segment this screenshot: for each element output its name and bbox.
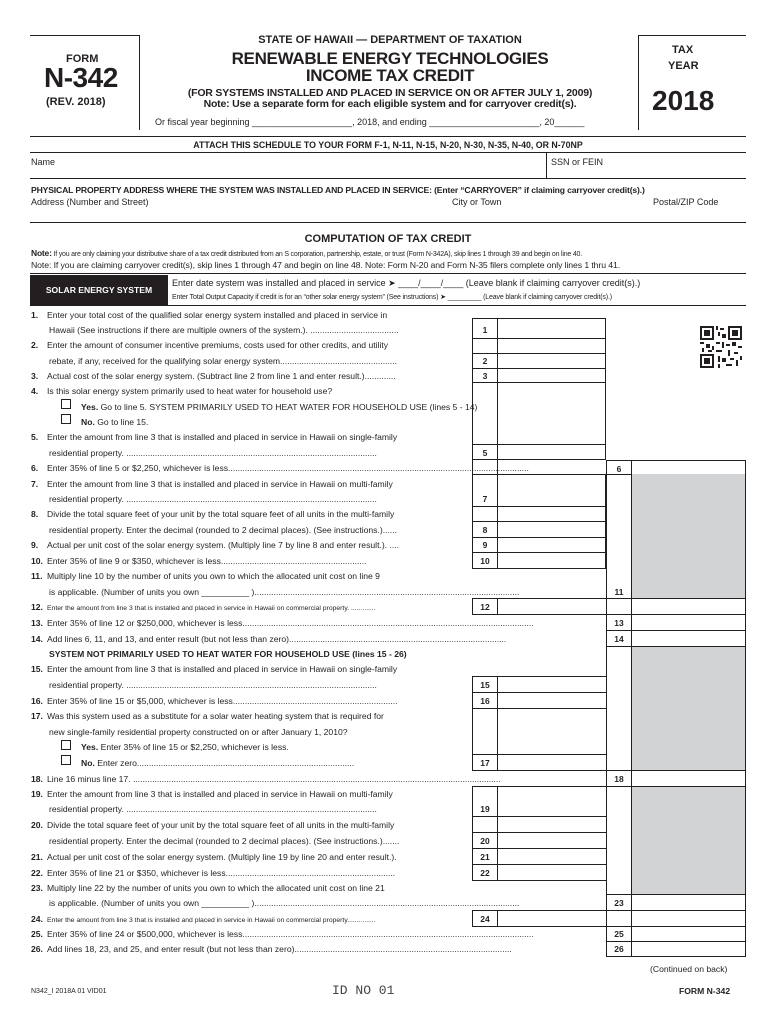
line-12-input[interactable]	[498, 599, 605, 614]
line-1	[31, 310, 387, 320]
note-2: Note: If you are claiming carryover credit(s), skip lines 1 through 47 and begin on line 48. Note: Form N-20 and Form N-35 filers complete only lines 1 thru 41.	[31, 260, 621, 270]
year-label: YEAR	[668, 60, 699, 72]
box-number: 6	[616, 464, 622, 474]
line-text: Actual cost of the solar energy system. (Subtract line 2 from line 1 and enter result.).............	[47, 371, 396, 381]
line-7-input[interactable]	[498, 491, 605, 506]
line-text: Enter your total cost of the qualified solar energy system installed and placed in service in	[47, 310, 388, 320]
qr-code-icon	[700, 326, 742, 368]
line-5-cont: residential property. .........................................................................................................	[49, 448, 377, 458]
yes-label: Yes.	[81, 742, 99, 752]
computation-title: COMPUTATION OF TAX CREDIT	[304, 233, 472, 245]
line-15-cont: residential property. .........................................................................................................	[49, 680, 377, 690]
line-18	[31, 774, 501, 784]
line-text: Multiply line 22 by the number of units you own to which the allocated unit cost on line 21	[47, 883, 385, 893]
line-number: 25.	[31, 929, 43, 939]
line-number: 15.	[31, 664, 43, 674]
line-21-input[interactable]	[498, 849, 605, 864]
line-text: Is this solar energy system primarily used to heat water for household use?	[47, 386, 333, 396]
line-number: 10.	[31, 556, 43, 566]
line-20-cont: residential property. Enter the decimal (rounded to 2 decimal places). (See instructions.).......	[49, 836, 400, 846]
line-number: 3.	[31, 371, 39, 381]
box-number: 5	[482, 448, 488, 458]
line-17-input[interactable]	[498, 755, 605, 770]
line-text: Enter the amount from line 3 that is installed and placed in service in Hawaii on single-family	[47, 664, 398, 674]
line-19-cont: residential property. .........................................................................................................	[49, 804, 377, 814]
line-23-input[interactable]	[632, 895, 745, 910]
box-number: 10	[480, 556, 490, 566]
line-text: Enter 35% of line 5 or $2,250, whichever is less..............................................................................................................................	[47, 463, 529, 473]
line-number: 22.	[31, 868, 43, 878]
continued-note: (Continued on back)	[650, 964, 728, 974]
line-8	[31, 509, 394, 519]
note-1	[31, 248, 582, 258]
line-number: 23.	[31, 883, 43, 893]
line-3-input[interactable]	[498, 369, 605, 382]
line-1-input[interactable]	[498, 319, 605, 338]
line-number: 11.	[31, 571, 43, 581]
no-label: No.	[81, 417, 95, 427]
box-number: 22	[480, 868, 490, 878]
line-18-input[interactable]	[632, 771, 745, 786]
line-13	[31, 618, 534, 628]
line-number: 20.	[31, 820, 43, 830]
tax-label: TAX	[672, 44, 694, 56]
line-22-input[interactable]	[498, 865, 605, 880]
line-4-yes	[81, 402, 477, 412]
line-9	[31, 540, 399, 550]
line-text: Add lines 6, 11, and 13, and enter result (but not less than zero)...........................................................................................	[47, 634, 507, 644]
line-1-cont: Hawaii (See instructions if there are multiple owners of the system.). .....................................	[49, 325, 399, 335]
box-number: 12	[480, 602, 490, 612]
line-17-yes-text: Enter 35% of line 15 or $2,250, whichever is less.	[100, 742, 289, 752]
attach-instruction: ATTACH THIS SCHEDULE TO YOUR FORM F-1, N-11, N-15, N-20, N-30, N-35, N-40, OR N-70NP	[193, 140, 583, 150]
line-number: 5.	[31, 432, 39, 442]
line-24	[31, 914, 376, 926]
box-number: 16	[480, 696, 490, 706]
agency-name: STATE OF HAWAII — DEPARTMENT OF TAXATION	[258, 34, 522, 46]
line-19-input[interactable]	[498, 801, 605, 816]
line-number: 2.	[31, 340, 39, 350]
line-3	[31, 371, 396, 381]
line-22	[31, 868, 395, 878]
line-5	[31, 432, 397, 442]
box-number: 14	[614, 634, 624, 644]
box-number: 2	[482, 356, 488, 366]
line-text: Enter 35% of line 9 or $350, whichever is less.............................................................	[47, 556, 367, 566]
note-1-text: If you are only claiming your distributive share of a tax credit distributed from an S corporation, partnership, estate, or trust (Form N-342A), skip lines 1 through 39 and begin on line 40.	[53, 251, 582, 258]
note-1-label: Note:	[31, 248, 52, 258]
line-15-input[interactable]	[498, 677, 605, 692]
box-number: 17	[480, 758, 490, 768]
line-text: Actual per unit cost of the solar energy system. (Multiply line 19 by line 20 and enter result.).	[47, 852, 397, 862]
form-subtitle-2: Note: Use a separate form for each eligible system and for carryover credit(s).	[203, 98, 577, 110]
line-17-no-text: Enter zero...........................................................................................	[97, 758, 355, 768]
box-number: 1	[482, 325, 488, 335]
line-number: 19.	[31, 789, 43, 799]
line-number: 16.	[31, 696, 43, 706]
line-text: Multiply line 10 by the number of units you own to which the allocated unit cost on line 9	[47, 571, 380, 581]
line-number: 7.	[31, 479, 39, 489]
fiscal-year-line[interactable]: Or fiscal year beginning ____________________, 2018, and ending ______________________, 20______	[155, 117, 585, 127]
line-4-no	[81, 417, 148, 427]
line-6	[31, 463, 529, 473]
line-21	[31, 852, 397, 862]
line-17	[31, 711, 384, 721]
form-subtitle-1: (FOR SYSTEMS INSTALLED AND PLACED IN SERVICE ON OR AFTER JULY 1, 2009)	[187, 87, 593, 99]
line-10	[31, 556, 367, 566]
line-text: Was this system used as a substitute for a solar water heating system that is required for	[47, 711, 384, 721]
line-text: Enter the amount from line 3 that is installed and placed in service in Hawaii on commercial property. .............	[47, 605, 376, 612]
box-number: 13	[614, 618, 624, 628]
line-20	[31, 820, 394, 830]
box-number: 25	[614, 929, 624, 939]
line-16	[31, 696, 398, 706]
line-text: Divide the total square feet of your unit by the total square feet of all units in the multi-family	[47, 820, 395, 830]
box-number: 7	[482, 494, 488, 504]
line-number: 21.	[31, 852, 43, 862]
line-10-input[interactable]	[498, 553, 605, 568]
form-revision: (REV. 2018)	[46, 96, 106, 108]
line-7	[31, 479, 393, 489]
name-label: Name	[31, 157, 56, 167]
line-number: 18.	[31, 774, 43, 784]
line-26-input[interactable]	[632, 942, 745, 956]
id-number: ID NO 01	[332, 983, 395, 998]
line-number: 8.	[31, 509, 39, 519]
line-number: 4.	[31, 386, 39, 396]
line-4-no-text: Go to line 15.	[97, 417, 149, 427]
line-11-input[interactable]	[632, 583, 745, 598]
date-installed-line[interactable]: Enter date system was installed and placed in service ➤ ____/____/____ (Leave blank if claiming carryover credit(s).)	[172, 278, 641, 288]
no-label: No.	[81, 758, 95, 768]
line-text: Enter 35% of line 21 or $350, whichever is less.......................................................................	[47, 868, 396, 878]
line-19	[31, 789, 393, 799]
line-23-cont: is applicable. (Number of units you own __________ )...............................................................................................................	[49, 898, 520, 908]
form-number: N-342	[44, 62, 118, 93]
line-25-input[interactable]	[632, 927, 745, 941]
box-number: 18	[614, 774, 624, 784]
form-label: FORM	[66, 53, 99, 65]
ssn-label: SSN or FEIN	[551, 157, 604, 167]
address-field[interactable]	[30, 195, 746, 209]
box-number: 21	[480, 852, 490, 862]
line-14	[31, 634, 506, 644]
line-26	[31, 944, 512, 954]
property-heading: PHYSICAL PROPERTY ADDRESS WHERE THE SYSTEM WAS INSTALLED AND PLACED IN SERVICE: (Enter “CARRYOVER” if claiming carryover credit(s).)	[31, 185, 645, 195]
line-4	[31, 386, 332, 396]
line-4-no-checkbox[interactable]	[61, 414, 71, 424]
address-label: Address (Number and Street)	[31, 197, 149, 207]
line-11	[31, 571, 380, 581]
line-text: Enter the amount from line 3 that is installed and placed in service in Hawaii on multi-family	[47, 789, 393, 799]
box-number: 9	[482, 540, 488, 550]
line-17-no	[81, 758, 354, 768]
ssn-field[interactable]	[547, 153, 745, 177]
line-15	[31, 664, 397, 674]
line-2	[31, 340, 388, 350]
line-12	[31, 602, 376, 614]
line-text: Enter 35% of line 12 or $250,000, whichever is less..........................................................................................................................	[47, 618, 534, 628]
box-number: 19	[480, 804, 490, 814]
form-title-1: RENEWABLE ENERGY TECHNOLOGIES	[231, 49, 549, 68]
form-title-2: INCOME TAX CREDIT	[305, 66, 475, 85]
line-number: 14.	[31, 634, 43, 644]
line-number: 9.	[31, 540, 39, 550]
box-number: 23	[614, 898, 624, 908]
line-16-input[interactable]	[498, 693, 605, 708]
line-text: Enter 35% of line 15 or $5,000, whichever is less.....................................................................	[47, 696, 398, 706]
line-text: Divide the total square feet of your unit by the total square feet of all units in the multi-family	[47, 509, 395, 519]
solar-energy-system-badge: SOLAR ENERGY SYSTEM	[30, 275, 168, 305]
line-5-input[interactable]	[498, 445, 605, 459]
box-number: 11	[614, 587, 624, 597]
postal-label: Postal/ZIP Code	[653, 197, 719, 207]
box-number: 8	[482, 525, 488, 535]
line-23	[31, 883, 385, 893]
line-number: 26.	[31, 944, 43, 954]
line-text: Enter the amount from line 3 that is installed and placed in service in Hawaii on commercial property...............	[47, 917, 376, 924]
section-2-heading: SYSTEM NOT PRIMARILY USED TO HEAT WATER FOR HOUSEHOLD USE (lines 15 - 26)	[49, 649, 407, 659]
line-number: 13.	[31, 618, 43, 628]
box-number: 24	[480, 914, 490, 924]
line-20-input[interactable]	[498, 833, 605, 848]
line-text: Enter the amount of consumer incentive premiums, costs used for other credits, and utility	[47, 340, 389, 350]
line-7-cont: residential property. .........................................................................................................	[49, 494, 377, 504]
line-4-yes-checkbox[interactable]	[61, 399, 71, 409]
line-6-input[interactable]	[632, 461, 745, 474]
line-17-no-checkbox[interactable]	[61, 755, 71, 765]
box-number: 26	[614, 944, 624, 954]
city-label: City or Town	[452, 197, 502, 207]
output-capacity-line[interactable]: Enter Total Output Capacity if credit is for an “other solar energy system” (See instructions) ➤ _________ (Leave blank if claiming carryover credit(s).)	[172, 294, 612, 301]
yes-label: Yes.	[81, 402, 99, 412]
line-11-cont: is applicable. (Number of units you own __________ )...............................................................................................................	[49, 587, 520, 597]
line-text: Enter the amount from line 3 that is installed and placed in service in Hawaii on multi-family	[47, 479, 393, 489]
box-number: 3	[482, 371, 488, 381]
line-number: 24.	[31, 914, 43, 924]
name-field[interactable]	[30, 153, 545, 177]
form-footer-label: FORM N-342	[679, 986, 731, 996]
line-14-input[interactable]	[632, 631, 745, 646]
line-13-input[interactable]	[632, 615, 745, 630]
line-17-yes-checkbox[interactable]	[61, 740, 71, 750]
line-text: Actual per unit cost of the solar energy system. (Multiply line 7 by line 8 and enter result.). ....	[47, 540, 400, 550]
tax-year: 2018	[652, 85, 715, 116]
line-9-input[interactable]	[498, 538, 605, 552]
form-code: N342_I 2018A 01 VID01	[31, 988, 107, 995]
line-17-cont: new single-family residential property constructed on or after January 1, 2010?	[49, 727, 348, 737]
line-number: 6.	[31, 463, 39, 473]
line-8-input[interactable]	[498, 522, 605, 537]
line-25	[31, 929, 534, 939]
line-text: Enter 35% of line 24 or $500,000, whichever is less..........................................................................................................................	[47, 929, 534, 939]
box-number: 15	[480, 680, 490, 690]
line-8-cont: residential property. Enter the decimal (rounded to 2 decimal places). (See instructions.)......	[49, 525, 398, 535]
line-text: Add lines 18, 23, and 25, and enter result (but not less than zero)...........................................................................................	[47, 944, 512, 954]
line-number: 1.	[31, 310, 39, 320]
line-2-cont: rebate, if any, received for the qualifying solar energy system.................................................	[49, 356, 398, 366]
line-4-yes-text: Go to line 5. SYSTEM PRIMARILY USED TO HEAT WATER FOR HOUSEHOLD USE (lines 5 - 14)	[100, 402, 478, 412]
line-number: 17.	[31, 711, 43, 721]
line-2-input[interactable]	[498, 354, 605, 368]
line-text: Line 16 minus line 17. ..........................................................................................................................................................	[47, 774, 501, 784]
box-number: 20	[480, 836, 490, 846]
line-24-input[interactable]	[498, 911, 605, 926]
line-17-yes	[81, 742, 289, 752]
line-text: Enter the amount from line 3 that is installed and placed in service in Hawaii on single-family	[47, 432, 398, 442]
line-number: 12.	[31, 602, 43, 612]
